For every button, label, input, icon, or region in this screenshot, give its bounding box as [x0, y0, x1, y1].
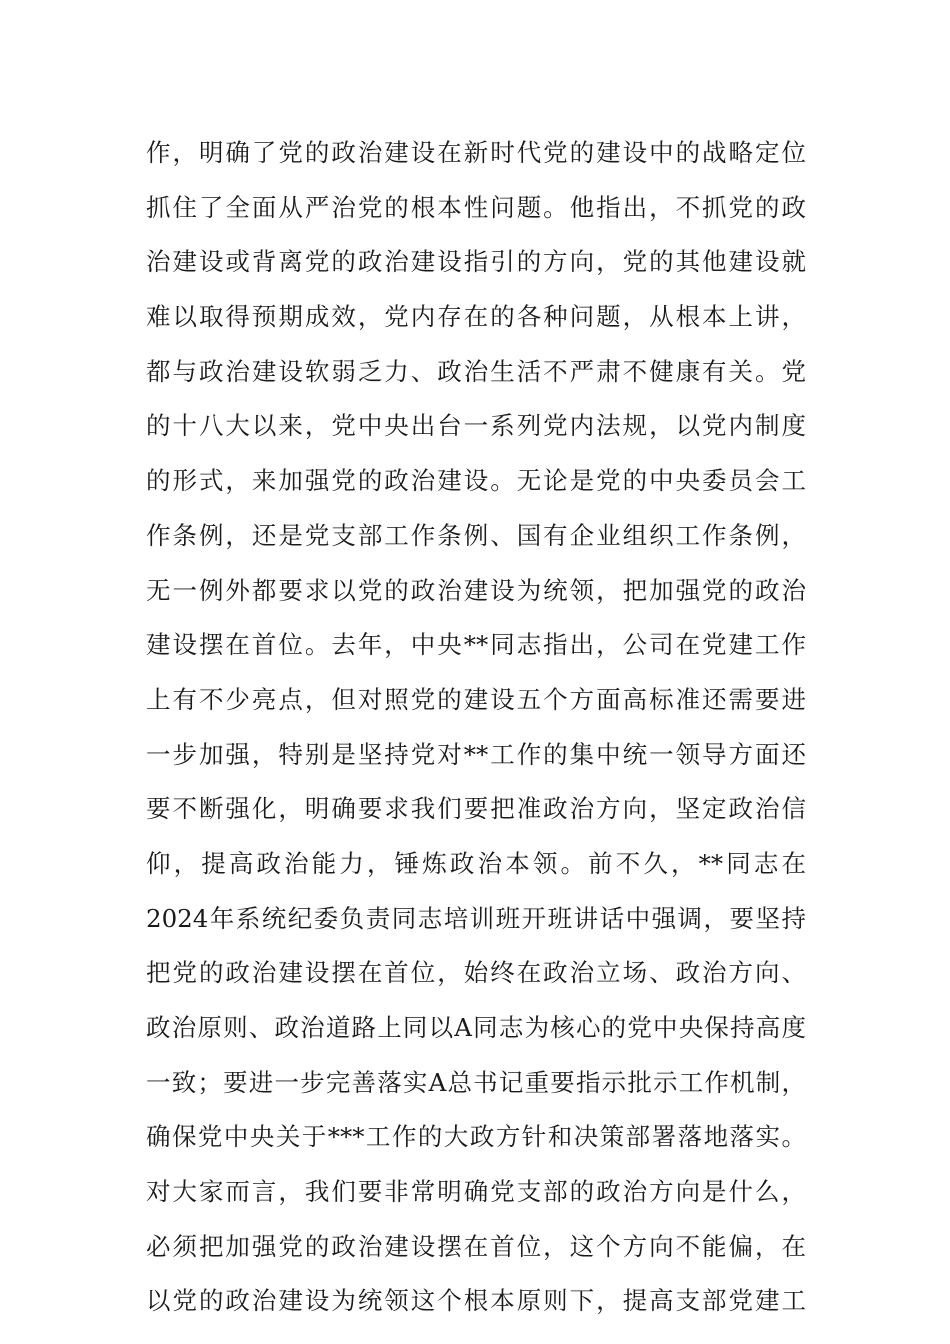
text-line-7: 的形式，来加强党的政治建设。无论是党的中央委员会工 — [146, 466, 806, 496]
text-line-14: 仰，提高政治能力，锤炼政治本领。前不久，**同志在 — [146, 848, 806, 878]
text-line-6: 的十八大以来，党中央出台一系列党内法规，以党内制度 — [146, 411, 806, 441]
text-line-15: 2024年系统纪委负责同志培训班开班讲话中强调，要坚持 — [146, 903, 806, 933]
text-line-5: 都与政治建设软弱乏力、政治生活不严肃不健康有关。党 — [146, 356, 806, 386]
text-line-9: 无一例外都要求以党的政治建设为统领，把加强党的政治 — [146, 575, 806, 605]
text-line-16: 把党的政治建设摆在首位，始终在政治立场、政治方向、 — [146, 958, 806, 988]
text-line-20: 对大家而言，我们要非常明确党支部的政治方向是什么， — [146, 1177, 806, 1207]
text-line-12: 一步加强，特别是坚持党对**工作的集中统一领导方面还 — [146, 739, 806, 769]
text-line-22: 以党的政治建设为统领这个根本原则下，提高支部党建工 — [146, 1286, 806, 1316]
text-line-13: 要不断强化，明确要求我们要把准政治方向，坚定政治信 — [146, 794, 806, 824]
text-line-18: 一致；要进一步完善落实A总书记重要指示批示工作机制， — [146, 1067, 806, 1097]
text-line-21: 必须把加强党的政治建设摆在首位，这个方向不能偏，在 — [146, 1231, 806, 1261]
text-line-2: 抓住了全面从严治党的根本性问题。他指出，不抓党的政 — [146, 192, 806, 222]
text-line-10: 建设摆在首位。去年，中央**同志指出，公司在党建工作 — [146, 630, 806, 660]
text-line-3: 治建设或背离党的政治建设指引的方向，党的其他建设就 — [146, 247, 806, 277]
text-line-17: 政治原则、政治道路上同以A同志为核心的党中央保持高度 — [146, 1013, 806, 1042]
text-line-1: 作，明确了党的政治建设在新时代党的建设中的战略定位 — [146, 138, 806, 167]
body-text — [146, 126, 806, 1329]
text-line-4: 难以取得预期成效，党内存在的各种问题，从根本上讲， — [146, 302, 806, 332]
text-line-8: 作条例，还是党支部工作条例、国有企业组织工作条例， — [146, 520, 806, 550]
text-line-11: 上有不少亮点，但对照党的建设五个方面高标准还需要进 — [146, 684, 806, 714]
text-line-19: 确保党中央关于***工作的大政方针和决策部署落地落实。 — [146, 1122, 806, 1152]
